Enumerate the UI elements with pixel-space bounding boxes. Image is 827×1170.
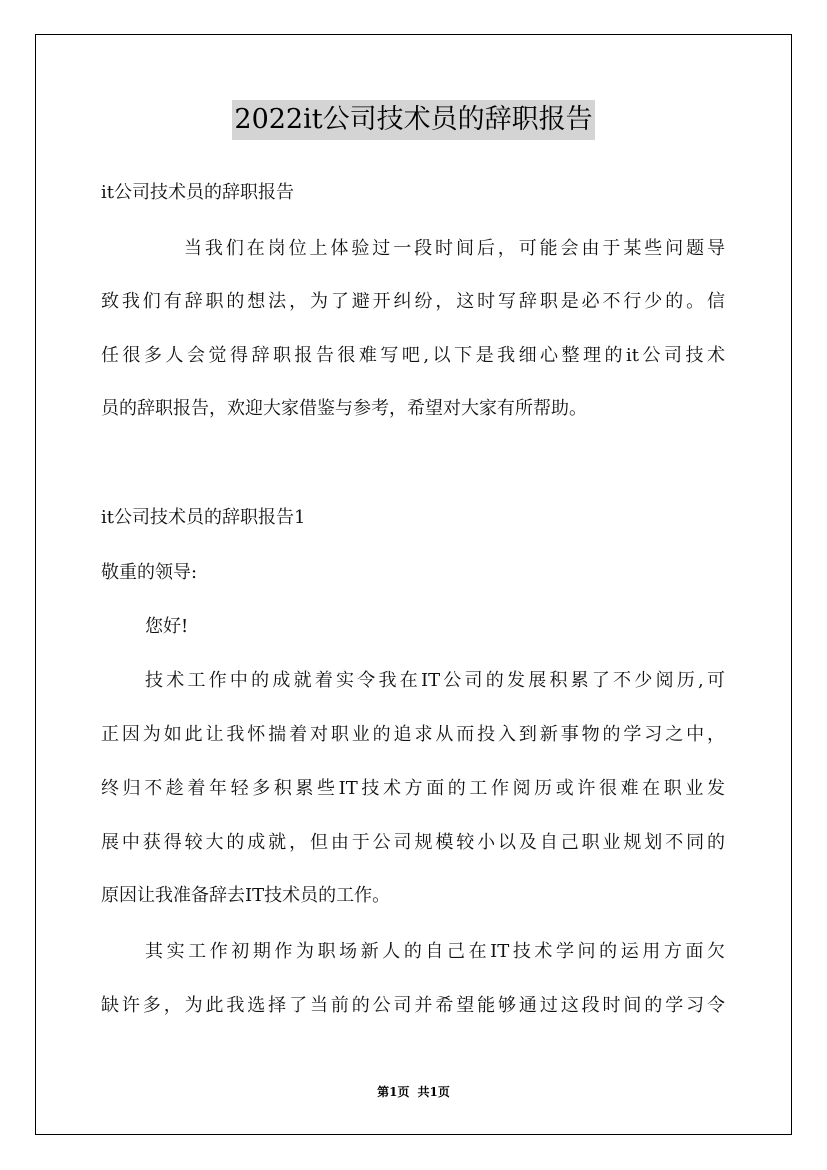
title-container xyxy=(0,100,827,140)
paragraph-line: 终归不趁着年轻多积累些IT技术方面的工作阅历或许很难在职业发 xyxy=(101,778,725,799)
intro-line: 员的辞职报告，欢迎大家借鉴与参考，希望对大家有所帮助。 xyxy=(101,398,587,419)
document-title: 2022it公司技术员的辞职报告 xyxy=(232,100,594,140)
greeting: 您好! xyxy=(145,616,189,637)
intro-line: 致我们有辞职的想法，为了避开纠纷，这时写辞职是必不行少的。信 xyxy=(101,291,725,312)
page-footer xyxy=(0,1083,827,1100)
paragraph-line: 缺许多，为此我选择了当前的公司并希望能够通过这段时间的学习令 xyxy=(101,995,725,1016)
paragraph-line: 其实工作初期作为职场新人的自己在IT技术学问的运用方面欠 xyxy=(145,941,725,962)
paragraph-line: 展中获得较大的成就，但由于公司规模较小以及自己职业规划不同的 xyxy=(101,832,725,853)
subtitle: it公司技术员的辞职报告 xyxy=(101,182,294,203)
paragraph-line: 技术工作中的成就着实令我在IT公司的发展积累了不少阅历,可 xyxy=(145,670,725,691)
paragraph-line: 正因为如此让我怀揣着对职业的追求从而投入到新事物的学习之中， xyxy=(101,724,725,745)
page-total: 共1页 xyxy=(417,1085,450,1099)
section-heading: it公司技术员的辞职报告1 xyxy=(101,507,306,528)
intro-line: 任很多人会觉得辞职报告很难写吧,以下是我细心整理的it公司技术 xyxy=(101,345,725,366)
paragraph-line: 原因让我准备辞去IT技术员的工作。 xyxy=(101,885,391,906)
intro-line: 当我们在岗位上体验过一段时间后，可能会由于某些问题导 xyxy=(184,238,725,259)
page-number: 第1页 xyxy=(377,1085,410,1099)
salutation: 敬重的领导: xyxy=(101,562,198,583)
